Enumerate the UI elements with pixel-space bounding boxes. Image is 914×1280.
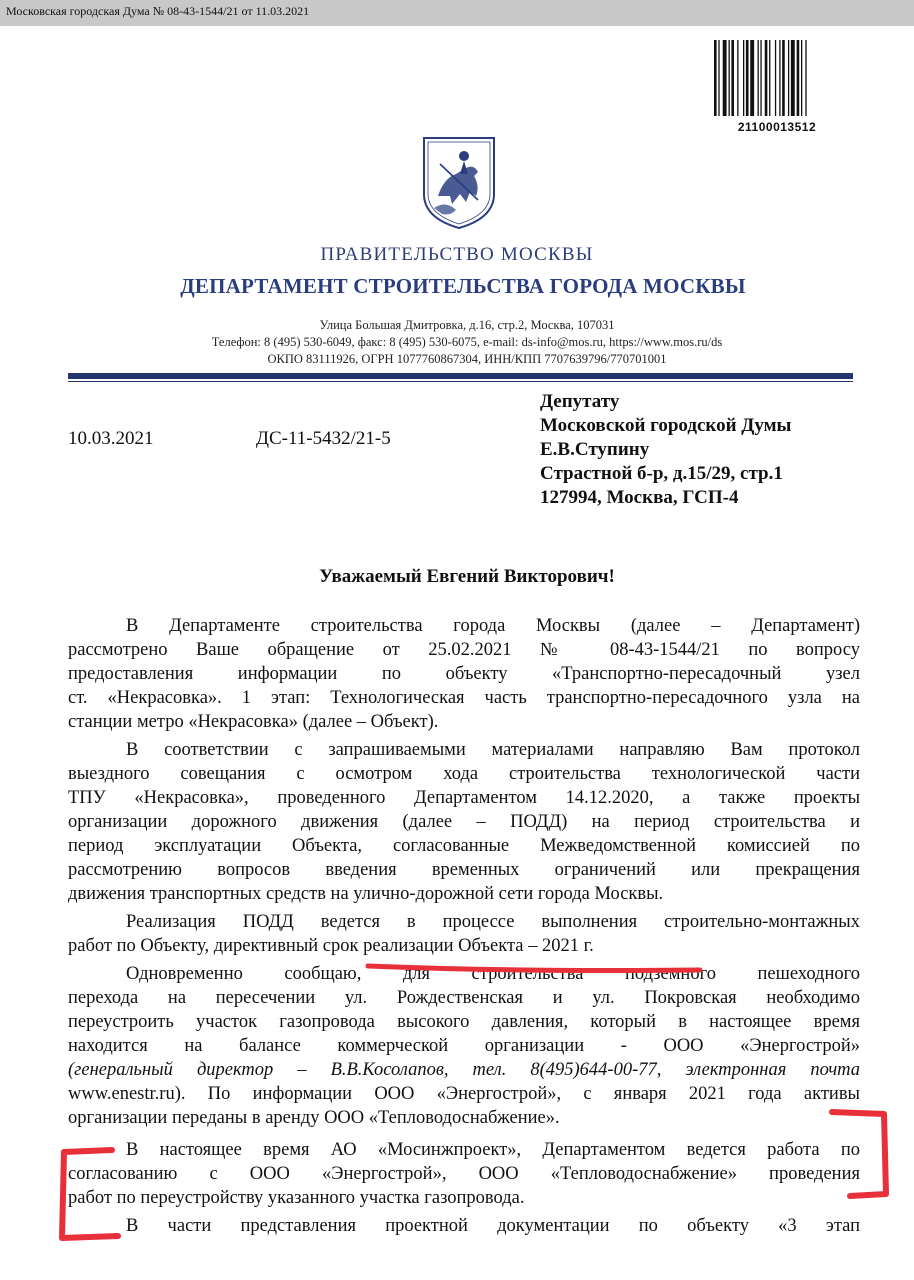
letterhead-rule-thick <box>68 373 853 379</box>
body-line: В соответствии с запрашиваемыми материалами направляю Вам протокол <box>126 740 860 760</box>
document-source-bar <box>0 0 914 26</box>
barcode-number: 21100013512 <box>737 120 817 134</box>
body-line: станции метро «Некрасовка» (далее – Объект). <box>68 712 439 732</box>
moscow-coat-of-arms-icon <box>420 134 498 230</box>
body-line: работ по Объекту, директивный срок реализации Объекта – 2021 г. <box>68 936 594 956</box>
body-line: перехода на пересечении ул. Рождественская и ул. Покровская необходимо <box>68 988 860 1008</box>
department-address: Улица Большая Дмитровка, д.16, стр.2, Москва, 107031 <box>319 318 615 332</box>
body-line: находится на балансе коммерческой организации - ООО «Энергострой» <box>68 1036 860 1056</box>
letterhead-rule-thin <box>68 381 853 382</box>
department-contacts: Телефон: 8 (495) 530-6049, факс: 8 (495) 530-6075, e-mail: ds-info@mos.ru, https://www.mos.ru/ds <box>211 335 723 349</box>
body-line: ТПУ «Некрасовка», проведенного Департаментом 14.12.2020, а также проекты <box>68 788 860 808</box>
body-line: переустроить участок газопровода высокого давления, который в настоящее время <box>68 1012 860 1032</box>
body-line: В части представления проектной документации по объекту «3 этап <box>126 1216 860 1236</box>
body-line: организации дорожного движения (далее – ПОДД) на период строительства и <box>68 812 860 832</box>
registration-number: ДС-11-5432/21-5 <box>256 428 391 449</box>
source-text: Московская городская Дума № 08-43-1544/21 от 11.03.2021 <box>6 4 310 18</box>
body-line: период эксплуатации Объекта, согласованные Межведомственной комиссией по <box>68 836 860 856</box>
government-name: ПРАВИТЕЛЬСТВО МОСКВЫ <box>320 244 594 265</box>
department-codes: ОКПО 83111926, ОГРН 1077760867304, ИНН/КПП 7707639796/770701001 <box>267 352 667 366</box>
body-line: www.enestr.ru). По информации ООО «Энергострой», с января 2021 года активы <box>68 1084 860 1104</box>
recipient-block <box>540 390 791 510</box>
body-line: согласованию с ООО «Энергострой», ООО «Тепловодоснабжение» проведения <box>68 1164 860 1184</box>
body-line: выездного совещания с осмотром хода строительства технологической части <box>68 764 860 784</box>
body-line: рассмотрению вопросов введения временных ограничений или прекращения <box>68 860 860 880</box>
body-line: Реализация ПОДД ведется в процессе выполнения строительно-монтажных <box>126 912 860 932</box>
recipient-line: Е.В.Ступину <box>540 439 650 460</box>
recipient-line: Депутату <box>540 391 620 412</box>
recipient-line: 127994, Москва, ГСП-4 <box>540 487 739 508</box>
body-line: Одновременно сообщаю, для строительства подземного пешеходного <box>126 964 860 984</box>
body-line: движения транспортных средств на улично-дорожной сети города Москвы. <box>68 884 664 904</box>
body-line: В Департаменте строительства города Москвы (далее – Департамент) <box>126 616 860 636</box>
department-name: ДЕПАРТАМЕНТ СТРОИТЕЛЬСТВА ГОРОДА МОСКВЫ <box>180 274 746 298</box>
greeting: Уважаемый Евгений Викторович! <box>319 566 615 587</box>
barcode <box>712 38 842 118</box>
body-line: рассмотрено Ваше обращение от 25.02.2021 № 08-43-1544/21 по вопросу <box>68 640 860 660</box>
recipient-line: Московской городской Думы <box>540 415 792 436</box>
body-line: организации переданы в аренду ООО «Тепловодоснабжение». <box>68 1108 560 1128</box>
body-line: предоставления информации по объекту «Транспортно-пересадочный узел <box>68 664 860 684</box>
body-line: (генеральный директор – В.В.Косолапов, тел. 8(495)644-00-77, электронная почта <box>68 1060 860 1080</box>
body-line: работ по переустройству указанного участка газопровода. <box>68 1188 525 1208</box>
body-line: В настоящее время АО «Мосинжпроект», Департаментом ведется работа по <box>126 1140 860 1160</box>
recipient-line: Страстной б-р, д.15/29, стр.1 <box>540 463 783 484</box>
letter-date: 10.03.2021 <box>68 428 154 449</box>
body-line: ст. «Некрасовка». 1 этап: Технологическая часть транспортно-пересадочного узла на <box>68 688 860 708</box>
